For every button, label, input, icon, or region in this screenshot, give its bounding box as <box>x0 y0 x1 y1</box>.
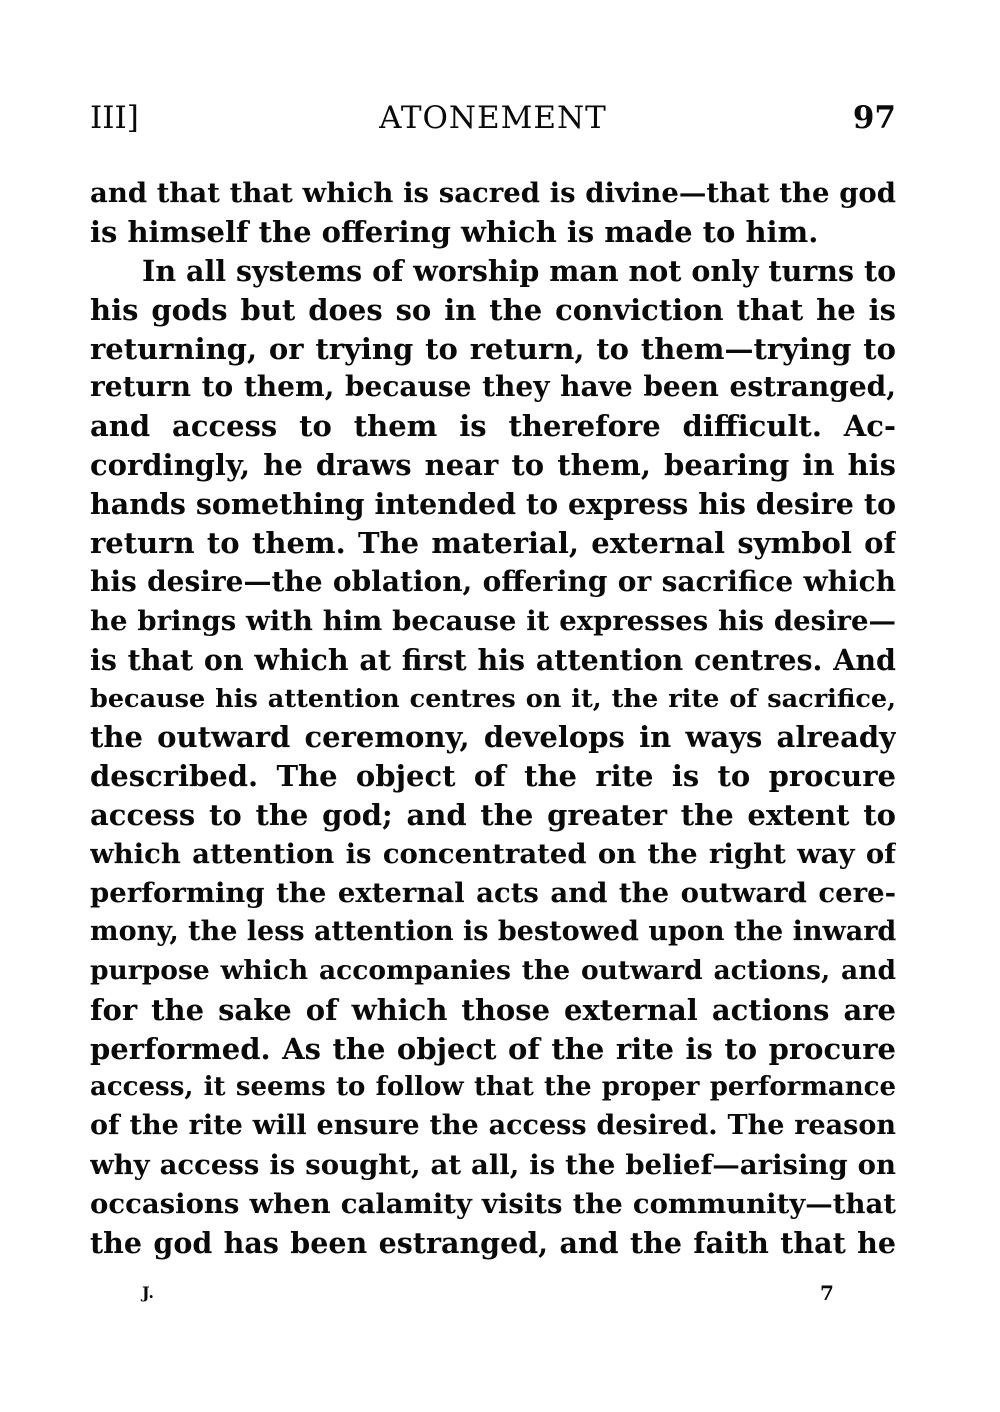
text-line: return to them. The material, external symbol of <box>90 526 896 561</box>
text-line: his desire—the oblation, offering or sacrifice which <box>90 564 896 598</box>
text-line: why access is sought, at all, is the belief—arising on <box>90 1149 896 1182</box>
text-line: mony, the less attention is bestowed upon the inward <box>90 915 896 947</box>
text-line: his gods but does so in the conviction that he is <box>90 292 896 327</box>
text-line: described. The object of the rite is to procure <box>90 759 896 794</box>
text-line: and that that which is sacred is divine—that the god <box>90 177 896 209</box>
text-line: the outward ceremony, develops in ways already <box>90 720 896 755</box>
page-number: 97 <box>852 100 896 136</box>
text-line: he brings with him because it expresses his desire— <box>90 604 896 637</box>
text-line: is himself the offering which is made to him. <box>90 214 819 249</box>
text-line: access, it seems to follow that the proper performance <box>90 1072 896 1103</box>
text-line: access to the god; and the greater the extent to <box>90 798 896 833</box>
text-line: performed. As the object of the rite is to procure <box>90 1031 896 1066</box>
text-line: purpose which accompanies the outward actions, and <box>90 954 896 986</box>
text-line-paragraph-start: In all systems of worship man not only turns to <box>142 253 896 288</box>
text-line: return to them, because they have been estranged, <box>90 370 896 404</box>
text-line: hands something intended to express his desire to <box>90 487 896 522</box>
running-title: ATONEMENT <box>379 100 607 136</box>
running-head <box>90 96 896 140</box>
text-line: occasions when calamity visits the community—that <box>90 1188 896 1221</box>
text-line: is that on which at first his attention centres. And <box>90 642 896 677</box>
signature-number: 7 <box>820 1281 834 1305</box>
text-line: which attention is concentrated on the right way of <box>90 838 896 871</box>
text-line: returning, or trying to return, to them—trying to <box>90 331 896 366</box>
chapter-marker: III] <box>90 100 139 136</box>
signature-mark: J. <box>142 1283 154 1302</box>
text-line: for the sake of which those external actions are <box>90 992 896 1027</box>
text-line: and access to them is therefore difficult. Ac- <box>90 409 896 444</box>
body-text <box>90 174 896 1263</box>
text-line: the god has been estranged, and the faith that he <box>90 1226 896 1261</box>
text-line: performing the external acts and the outward cere- <box>90 877 896 910</box>
page-footer <box>90 1278 896 1308</box>
text-line: because his attention centres on it, the rite of sacrifice, <box>90 683 896 714</box>
text-line: cordingly, he draws near to them, bearing in his <box>90 448 896 483</box>
text-line: of the rite will ensure the access desired. The reason <box>90 1110 896 1142</box>
